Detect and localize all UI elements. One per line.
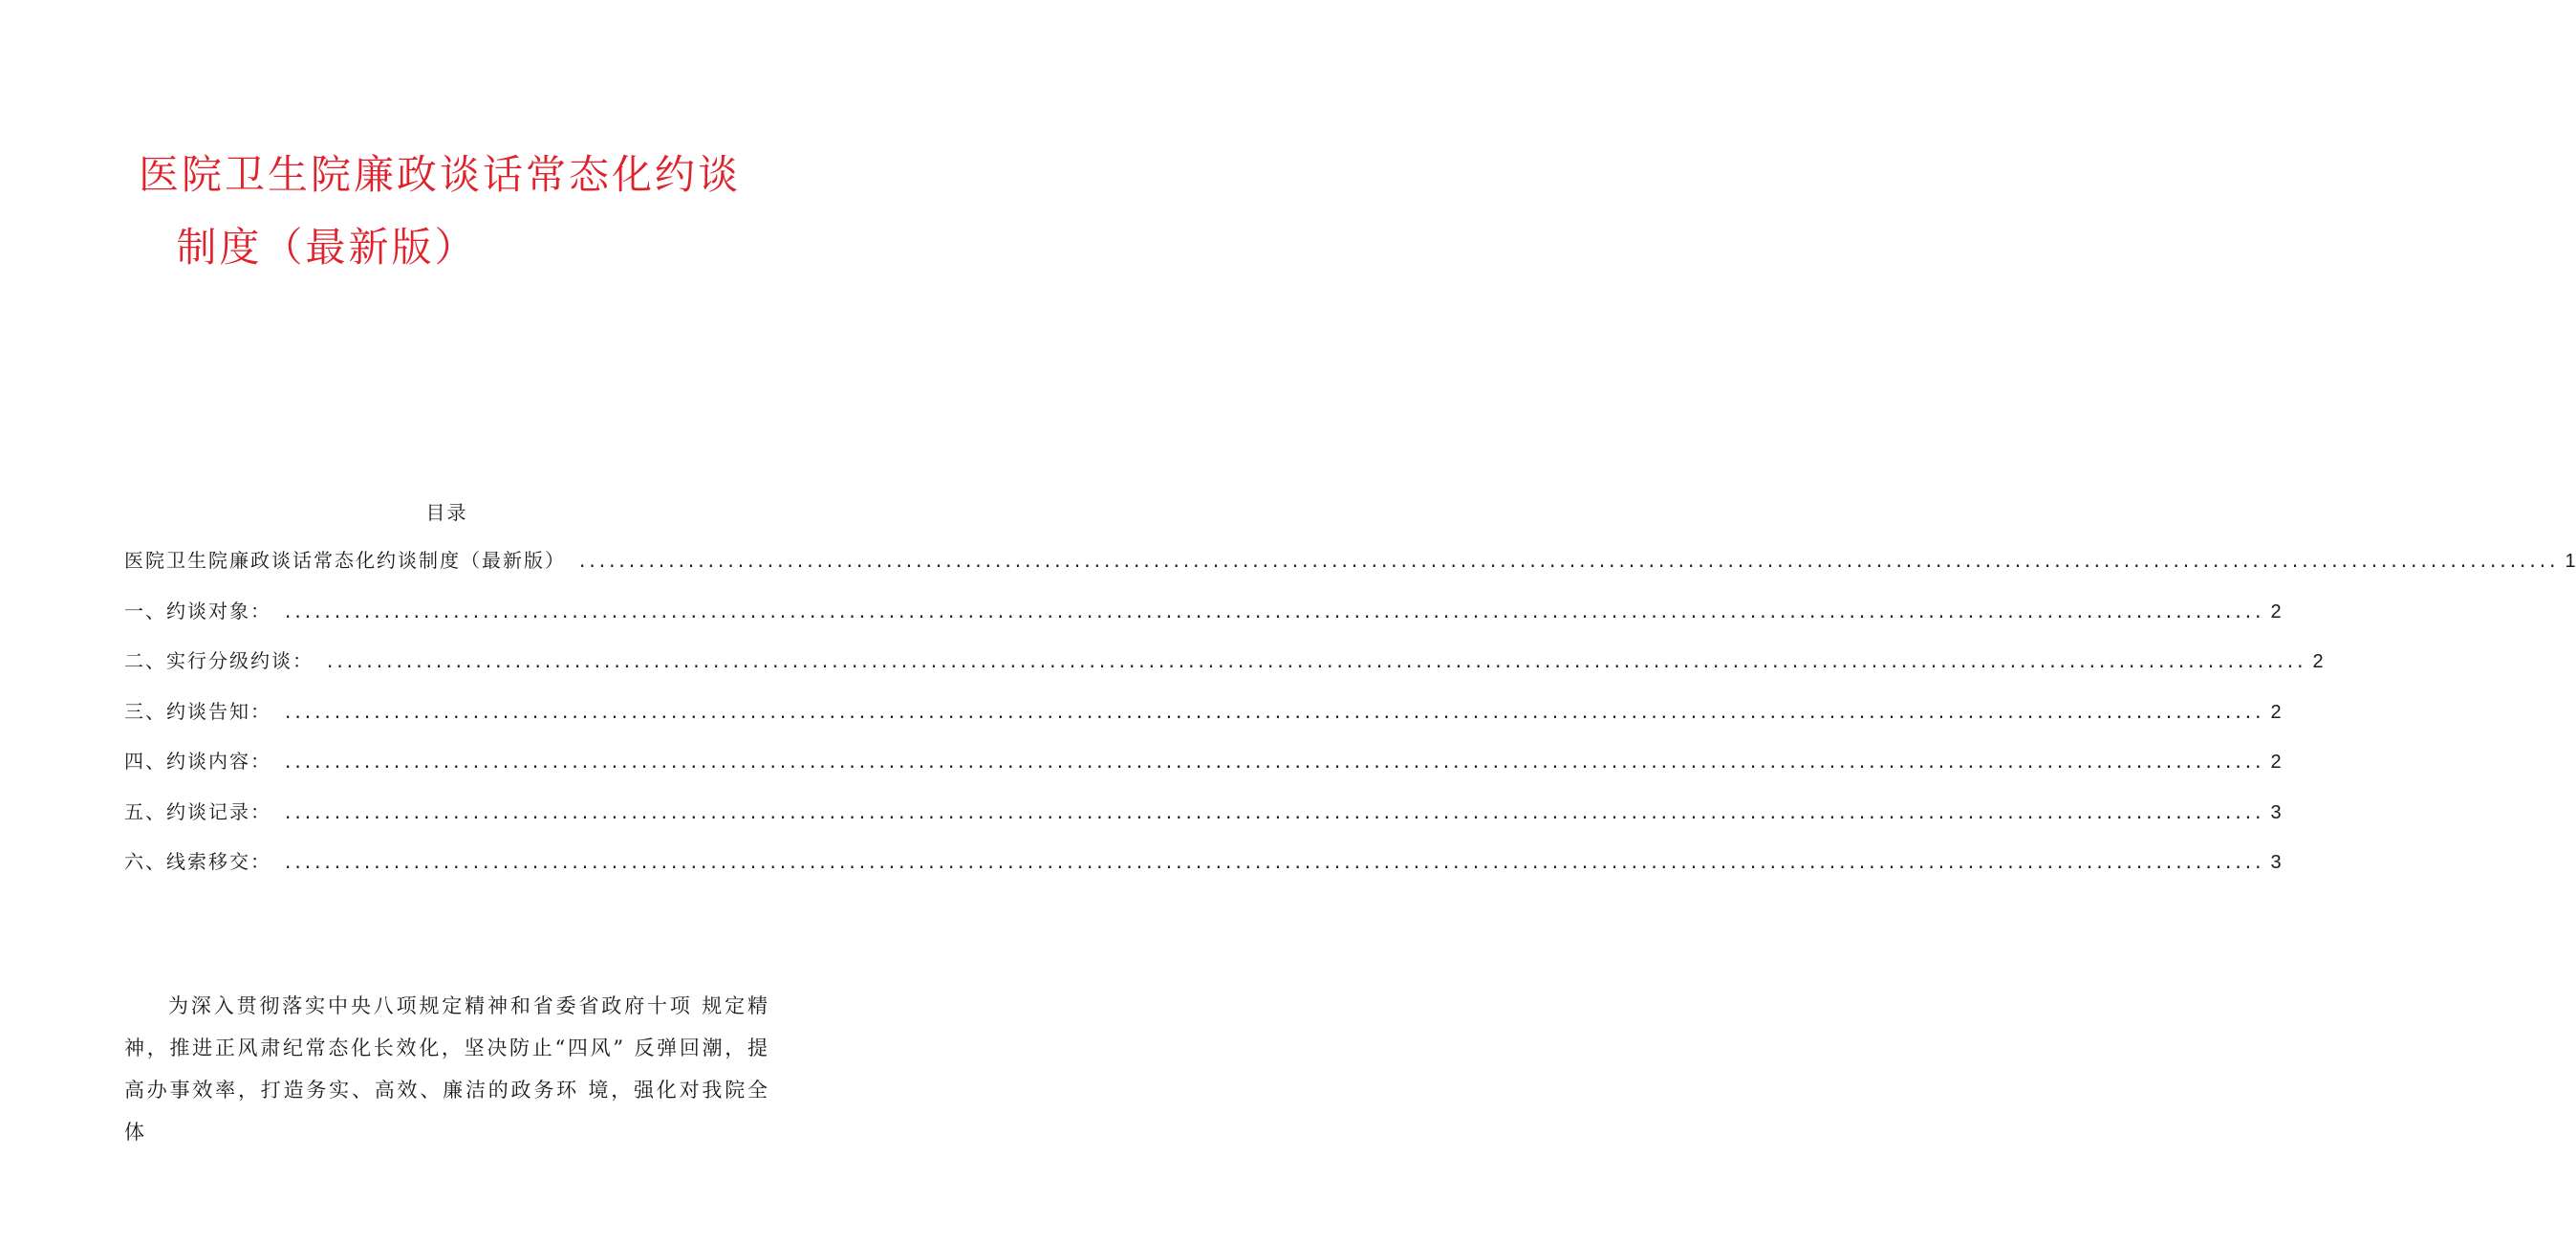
toc-heading: 目录 xyxy=(425,501,468,524)
toc-entry-label: 一、约谈对象： xyxy=(124,599,271,622)
toc-entry-label: 医院卫生院廉政谈话常态化约谈制度（最新版） xyxy=(124,549,566,572)
toc-entry-page: 2 xyxy=(2270,701,2282,723)
toc-entry-label: 四、约谈内容： xyxy=(124,750,271,773)
toc-entry[interactable] xyxy=(124,746,2282,797)
toc-entry-label: 三、约谈告知： xyxy=(124,699,271,723)
document-title-line-2: 制度（最新版） xyxy=(176,224,478,271)
toc-leader-dots: ........................................................................................................................................................................................................ xyxy=(285,850,2265,873)
toc-entry-page: 3 xyxy=(2270,801,2282,823)
toc-entry-page: 1 xyxy=(2565,551,2576,572)
toc-entry[interactable] xyxy=(124,545,2576,596)
toc-entry-page: 2 xyxy=(2270,600,2282,622)
toc-entry-page: 2 xyxy=(2270,752,2282,773)
toc-entry[interactable] xyxy=(124,696,2282,747)
body-paragraph: 为深入贯彻落实中央八项规定精神和省委省政府十项 规定精神，推进正风肃纪常态化长效化，坚决防止“四风” 反弹回潮，提高办事效率，打造务实、高效、廉洁的政务环 境，强化对我院全体 xyxy=(124,994,769,1144)
toc-leader-dots: ........................................................................................................................................................................................................ xyxy=(579,549,2560,572)
toc-entry[interactable] xyxy=(124,645,2324,696)
toc-leader-dots: ........................................................................................................................................................................................................ xyxy=(285,599,2265,622)
toc-leader-dots: ........................................................................................................................................................................................................ xyxy=(285,799,2265,823)
toc-leader-dots: ........................................................................................................................................................................................................ xyxy=(285,699,2265,723)
toc-leader-dots: ........................................................................................................................................................................................................ xyxy=(327,649,2307,672)
toc-entry[interactable] xyxy=(124,846,2282,897)
toc-entry[interactable] xyxy=(124,797,2282,847)
toc-entry-label: 五、约谈记录： xyxy=(124,799,271,823)
toc-leader-dots: ........................................................................................................................................................................................................ xyxy=(285,750,2265,773)
toc-entry-label: 六、线索移交： xyxy=(124,850,271,873)
document-title-line-1: 医院卫生院廉政谈话常态化约谈 xyxy=(138,151,741,198)
toc-entry-page: 2 xyxy=(2312,651,2324,672)
table-of-contents xyxy=(124,545,2576,897)
toc-entry[interactable] xyxy=(124,596,2282,646)
toc-entry-label: 二、实行分级约谈： xyxy=(124,649,314,672)
toc-entry-page: 3 xyxy=(2270,852,2282,873)
